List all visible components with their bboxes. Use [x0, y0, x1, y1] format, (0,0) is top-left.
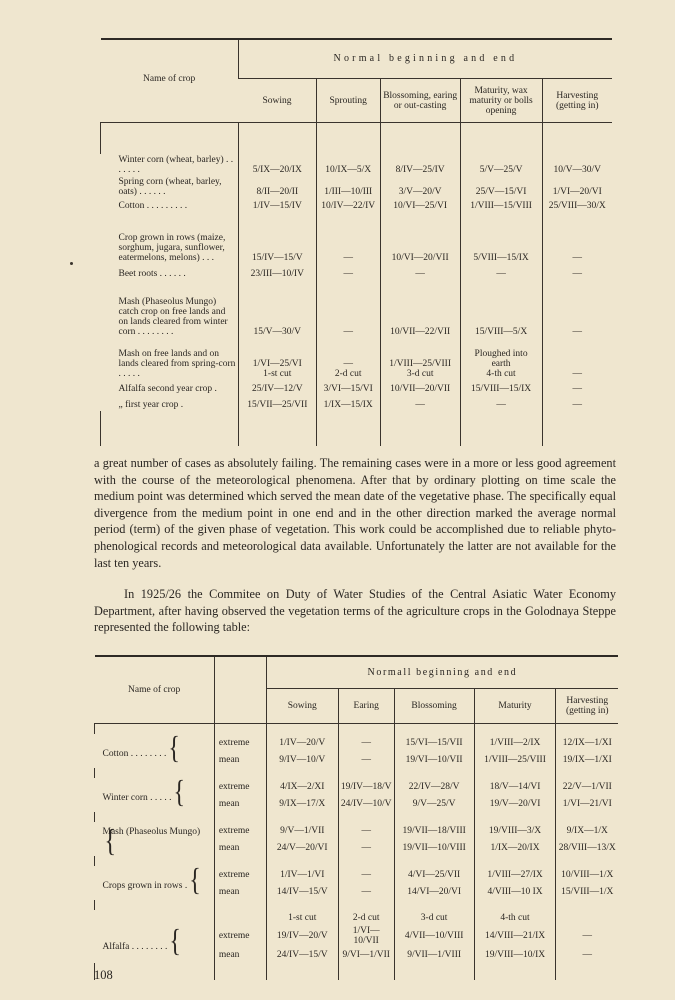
t1-row — [101, 338, 613, 380]
t2-kind: mean — [214, 795, 266, 812]
t2-gap-cell — [556, 856, 618, 866]
t1-cell: — — [542, 338, 612, 380]
t2-row — [95, 822, 619, 839]
t2-gap-cell — [214, 768, 266, 778]
t1-crop-name: Beet roots . . . . . . — [118, 269, 186, 279]
t1-cell: 1/VIII—15/VIII — [460, 198, 542, 212]
t2-cell: — — [338, 751, 394, 768]
t1-cell: 10/VII—20/VII — [380, 380, 460, 395]
t1-cell: 5/IX—20/IX — [238, 154, 316, 176]
t2-gap-cell — [556, 963, 618, 980]
t1-col-header: Harvesting (getting in) — [542, 79, 612, 123]
t2-gap-cell — [266, 963, 338, 980]
t1-cell: 15/VIII—15/IX — [460, 380, 542, 395]
print-speck — [70, 262, 73, 265]
t1-cell: 8/II—20/II — [238, 176, 316, 198]
t2-empty-cell — [214, 910, 266, 926]
t2-cell: 19/VII—10/VIII — [394, 839, 474, 856]
t2-cell: — — [556, 926, 618, 946]
t2-gap-cell — [214, 724, 266, 735]
t2-row — [95, 926, 619, 946]
t1-spacer-row — [101, 123, 613, 155]
t2-gap-cell — [338, 768, 394, 778]
t2-gap-cell — [266, 724, 338, 735]
t2-cell: 14/VI—20/VI — [394, 883, 474, 900]
t1-cell: 1/VI—25/VI 1-st cut — [238, 338, 316, 380]
t2-cut-label: 2-d cut — [338, 910, 394, 926]
t1-crop-name: Crop grown in rows (maize, sorghum, jugara, sunflower, eatermelons, melons) . . . — [118, 233, 226, 263]
t1-cell: 25/VIII—30/X — [542, 198, 612, 212]
t2-crop-name-text: Crops grown in rows . — [102, 880, 188, 891]
t1-row — [101, 198, 613, 212]
t2-cell: 24/IV—10/V — [338, 795, 394, 812]
t2-crop-name-text: Alfalfa . . . . . . . . — [102, 942, 168, 952]
t1-cell: 10/V—30/V — [542, 154, 612, 176]
t2-cell: 14/IV—15/V — [266, 883, 338, 900]
t2-kind: mean — [214, 883, 266, 900]
t2-cell: 19/IX—1/XI — [556, 751, 618, 768]
t2-gap-cell — [214, 900, 266, 910]
t1-col-header: Sowing — [238, 79, 316, 123]
t2-cell: 14/VIII—21/IX — [474, 926, 556, 946]
t1-crop-name: Mash on free lands and on lands cleared from spring-corn . . . . . — [118, 349, 236, 379]
t2-cut-label: 3-d cut — [394, 910, 474, 926]
t2-gap-cell — [214, 856, 266, 866]
t1-cell: — — [380, 395, 460, 411]
t1-cell: — — [316, 280, 380, 338]
t2-cell: 10/VIII—1/X — [556, 866, 618, 883]
t1-crop-name: Winter corn (wheat, barley) . . . . . . . — [118, 155, 234, 175]
t2-kind: extreme — [214, 926, 266, 946]
t2-cell: 1/IX—20/IX — [474, 839, 556, 856]
t1-cell: — — [316, 212, 380, 264]
t1-corner-header: Name of crop — [101, 39, 239, 123]
t1-cell: 15/IV—15/V — [238, 212, 316, 264]
t1-cell: 5/V—25/V — [460, 154, 542, 176]
t1-cell: 10/VII—22/VII — [380, 280, 460, 338]
t2-col-header: Earing — [338, 689, 394, 724]
t1-cell: — 2-d cut — [316, 338, 380, 380]
t2-cell: — — [338, 822, 394, 839]
t1-row — [101, 176, 613, 198]
t2-cell: 19/IV—18/V — [338, 778, 394, 795]
t1-spacer-cell — [380, 411, 460, 446]
t2-gap-cell — [474, 856, 556, 866]
t2-cell: 24/V—20/VI — [266, 839, 338, 856]
t1-row — [101, 264, 613, 280]
t1-bottom-row — [101, 411, 613, 446]
t1-row — [101, 280, 613, 338]
t1-cell: — — [380, 264, 460, 280]
t2-gap-cell — [474, 768, 556, 778]
t2-crop-name-text: Cotton . . . . . . . . — [102, 748, 167, 759]
t2-cell: — — [338, 839, 394, 856]
t1-cell: 1/III—10/III — [316, 176, 380, 198]
t2-cell: 1/VIII—27/IX — [474, 866, 556, 883]
t2-gap-cell — [474, 812, 556, 822]
t2-cell: 1/VIII—2/IX — [474, 734, 556, 751]
t1-cell: — — [542, 280, 612, 338]
t2-crop-name-text: Mash (Phaseolus Mungo) — [102, 826, 201, 837]
brace-glyph: { — [189, 863, 201, 898]
t2-crop-name-text: Winter corn . . . . . — [102, 792, 172, 803]
t1-cell: 15/V—30/V — [238, 280, 316, 338]
t2-gap-cell — [95, 812, 215, 822]
t1-spacer-cell — [101, 123, 239, 155]
t2-cell: 19/VIII—10/IX — [474, 946, 556, 963]
t2-gap-cell — [338, 724, 394, 735]
t2-gap-cell — [474, 963, 556, 980]
t2-gap-cell — [214, 963, 266, 980]
t1-cell: — — [542, 395, 612, 411]
t2-cut-label: 1-st cut — [266, 910, 338, 926]
t2-cell: 15/VIII—1/X — [556, 883, 618, 900]
t2-gap-cell — [95, 900, 215, 910]
t2-gap-cell — [394, 963, 474, 980]
t1-cell: — — [460, 395, 542, 411]
t2-crop-name — [95, 775, 215, 812]
t2-gap-cell — [95, 724, 215, 735]
t1-crop-name: Cotton . . . . . . . . . — [118, 201, 188, 211]
t1-cell: — — [542, 264, 612, 280]
t1-spacer-cell — [238, 411, 316, 446]
t2-cell: — — [338, 866, 394, 883]
t1-crop-name: Spring corn (wheat, barley, oats) . . . . . . — [118, 177, 222, 197]
t2-gap-cell — [338, 900, 394, 910]
t2-empty-cell — [556, 910, 618, 926]
brace-glyph: { — [104, 824, 117, 859]
t2-cell: 4/IX—2/XI — [266, 778, 338, 795]
t2-cell: 4/VII—10/VIII — [394, 926, 474, 946]
t2-corner-header: Name of crop — [95, 656, 215, 724]
t2-gap-cell — [338, 812, 394, 822]
t1-cell: 15/VIII—5/X — [460, 280, 542, 338]
t2-cut-label: 4-th cut — [474, 910, 556, 926]
t2-col-header: Blossoming — [394, 689, 474, 724]
t2-cell: — — [338, 734, 394, 751]
t1-cell: 3/VI—15/VI — [316, 380, 380, 395]
t2-cell: 9/V—1/VII — [266, 822, 338, 839]
t2-cell: 9/IV—10/V — [266, 751, 338, 768]
t2-cell: 12/IX—1/XI — [556, 734, 618, 751]
t2-gap-cell — [394, 900, 474, 910]
t1-spacer-cell — [238, 123, 316, 155]
t2-super-header: Normall beginning and end — [266, 656, 618, 689]
t2-col-header: Harvesting (getting in) — [556, 689, 618, 724]
t1-cell: 25/V—15/VI — [460, 176, 542, 198]
brace-glyph: { — [173, 775, 186, 810]
t2-row — [95, 778, 619, 795]
t2-cuts-row — [95, 910, 619, 926]
t2-kind: extreme — [214, 822, 266, 839]
crop-phase-table-2 — [94, 655, 618, 980]
t1-spacer-cell — [542, 411, 612, 446]
t2-kind: extreme — [214, 866, 266, 883]
t2-kind: mean — [214, 946, 266, 963]
t2-cell: 19/V—20/VI — [474, 795, 556, 812]
t1-row — [101, 212, 613, 264]
t2-kind: extreme — [214, 734, 266, 751]
t2-cell: 1/VI—21/VI — [556, 795, 618, 812]
brace-glyph: { — [169, 925, 181, 959]
body-paragraph-1: a great number of cases as absolutely failing. The remaining cases were in a more or less good agreement with the course of the meteorological phenomena. After that by ordinary plotting on time scale the medium point was determined which served the mean date of the vegetative phase. The specifically equal divergence from the medium point in one end and in the other direction marked the average normal period (term) of the given phase of vegetation. This work could be accomplished due to reliable phyto-phenological records and meteorological data available. Unfortunately the latter are not available for the last ten years. — [94, 456, 616, 570]
t2-gap-cell — [266, 900, 338, 910]
t2-col-header: Maturity — [474, 689, 556, 724]
t2-cell: 9/IX—17/X — [266, 795, 338, 812]
t2-cell: 19/IV—20/V — [266, 926, 338, 946]
t1-cell: 3/V—20/V — [380, 176, 460, 198]
t2-row — [95, 734, 619, 751]
t2-gap-cell — [394, 768, 474, 778]
t2-gap-cell — [266, 768, 338, 778]
t2-cell: 1/IV—20/V — [266, 734, 338, 751]
t2-cell: 15/VI—15/VII — [394, 734, 474, 751]
t2-gap-cell — [556, 768, 618, 778]
t1-cell: 10/IV—22/IV — [316, 198, 380, 212]
t2-cell: 24/IV—15/V — [266, 946, 338, 963]
t2-cell: 9/V—25/V — [394, 795, 474, 812]
t1-crop-name: „ first year crop . — [118, 400, 184, 410]
crop-phase-table-1 — [100, 38, 612, 446]
t2-gap-row — [95, 812, 619, 822]
t2-row — [95, 866, 619, 883]
t2-cell: — — [338, 883, 394, 900]
t1-spacer-cell — [316, 411, 380, 446]
t2-crop-name — [95, 822, 215, 859]
t2-crop-name — [95, 926, 215, 963]
t2-cell: 19/VII—18/VIII — [394, 822, 474, 839]
t1-spacer-cell — [101, 411, 239, 446]
t2-cell: 18/V—14/VI — [474, 778, 556, 795]
t1-cell: — — [316, 264, 380, 280]
t2-gap-cell — [95, 768, 215, 778]
t1-crop-name: Alfalfa second year crop . — [118, 384, 217, 394]
t1-cell: 15/VII—25/VII — [238, 395, 316, 411]
t2-cell: 22/V—1/VII — [556, 778, 618, 795]
t1-crop-name: Mash (Phaseolus Mungo) catch crop on free lands and on lands cleared from winter corn . . . . . . . . — [118, 297, 228, 337]
t1-cell: 5/VIII—15/IX — [460, 212, 542, 264]
t2-kind: mean — [214, 751, 266, 768]
t2-cell: 1/IV—1/VI — [266, 866, 338, 883]
t2-gap-cell — [556, 724, 618, 735]
t2-cell: 22/IV—28/V — [394, 778, 474, 795]
t2-cell: 1/VI—10/VII — [338, 926, 394, 946]
t1-spacer-cell — [380, 123, 460, 155]
t2-gap-cell — [394, 856, 474, 866]
t2-gap-cell — [556, 812, 618, 822]
t1-cell: 1/IV—15/IV — [238, 198, 316, 212]
t1-cell: 10/IX—5/X — [316, 154, 380, 176]
t2-crop-name — [95, 731, 215, 768]
t1-cell: 8/IV—25/IV — [380, 154, 460, 176]
t1-cell: — — [542, 212, 612, 264]
t2-cell: 9/IX—1/X — [556, 822, 618, 839]
t1-col-header: Sprouting — [316, 79, 380, 123]
t1-cell: 10/VI—20/VII — [380, 212, 460, 264]
t2-kind: mean — [214, 839, 266, 856]
t2-gap-cell — [266, 812, 338, 822]
t2-kind-header — [214, 656, 266, 724]
t2-gap-cell — [214, 812, 266, 822]
page-number: 108 — [94, 968, 113, 982]
t1-spacer-cell — [316, 123, 380, 155]
t2-gap-cell — [474, 724, 556, 735]
t2-cell: 4/VI—25/VII — [394, 866, 474, 883]
t1-super-header: Normal beginning and end — [238, 39, 612, 79]
t1-cell: 1/IX—15/IX — [316, 395, 380, 411]
t2-cell: 28/VIII—13/X — [556, 839, 618, 856]
t1-row — [101, 380, 613, 395]
t2-cell: 1/VIII—25/VIII — [474, 751, 556, 768]
t2-kind: extreme — [214, 778, 266, 795]
t2-gap-cell — [266, 856, 338, 866]
t2-gap-cell — [556, 900, 618, 910]
t2-cell: 19/VIII—3/X — [474, 822, 556, 839]
t2-cell: — — [556, 946, 618, 963]
t2-crop-name — [95, 863, 215, 900]
t1-cell: 10/VI—25/VI — [380, 198, 460, 212]
t2-bottom-row — [95, 963, 619, 980]
t2-gap-cell — [394, 724, 474, 735]
t2-col-header: Sowing — [266, 689, 338, 724]
t2-cell: 9/VI—1/VII — [338, 946, 394, 963]
t1-spacer-cell — [542, 123, 612, 155]
t2-gap-cell — [338, 963, 394, 980]
brace-glyph: { — [168, 731, 180, 766]
t1-row — [101, 395, 613, 411]
t1-spacer-cell — [460, 123, 542, 155]
t2-gap-cell — [394, 812, 474, 822]
t1-cell: Ploughed into earth 4-th cut — [460, 338, 542, 380]
t1-spacer-cell — [460, 411, 542, 446]
body-paragraph-2: In 1925/26 the Commitee on Duty of Water Studies of the Central Asiatic Water Economy Department, after having observed the vegetation terms of the agriculture crops in the Golodnaya Steppe represented the following table: — [94, 587, 616, 635]
t2-gap-cell — [338, 856, 394, 866]
t1-cell: — — [460, 264, 542, 280]
t2-empty-cell — [95, 910, 215, 926]
t2-cell: 9/VII—1/VIII — [394, 946, 474, 963]
t2-gap-row — [95, 900, 619, 910]
t2-gap-row — [95, 856, 619, 866]
t1-cell: 25/IV—12/V — [238, 380, 316, 395]
t1-cell: 1/VI—20/VI — [542, 176, 612, 198]
t1-col-header: Blossoming, earing or out-casting — [380, 79, 460, 123]
t1-cell: 1/VIII—25/VIII 3-d cut — [380, 338, 460, 380]
t2-cell: 19/VI—10/VII — [394, 751, 474, 768]
t2-cell: 4/VIII—10 IX — [474, 883, 556, 900]
t2-gap-cell — [474, 900, 556, 910]
t1-col-header: Maturity, wax maturity or bolls opening — [460, 79, 542, 123]
t1-row — [101, 154, 613, 176]
t1-cell: — — [542, 380, 612, 395]
t1-cell: 23/III—10/IV — [238, 264, 316, 280]
